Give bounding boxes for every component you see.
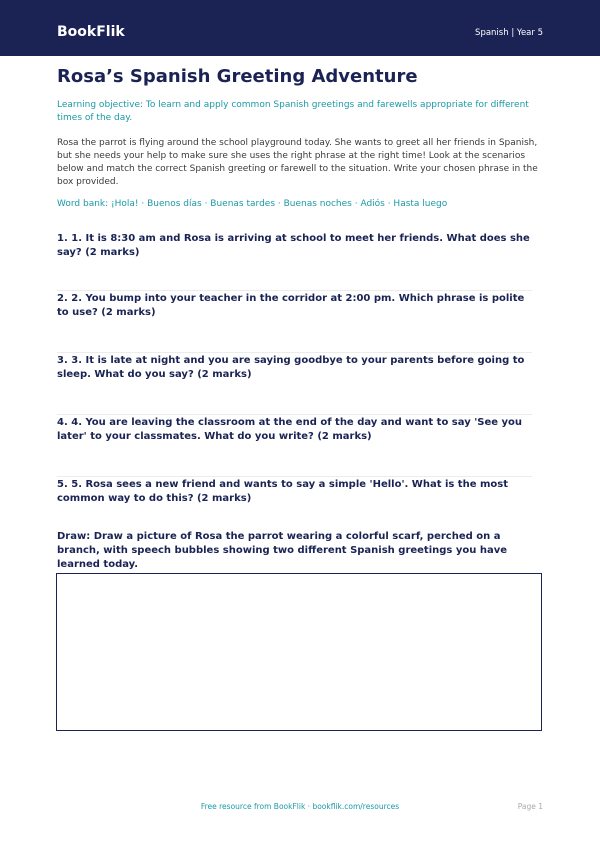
intro-paragraph: Rosa the parrot is flying around the school playground today. She wants to greet all her friends in Spanish, but she needs your help to make sure she uses the right phrase at the right time! Look at the scenarios below and match the correct Spanish greeting or farewell to the situation. Write your chosen phrase in the box provided. bbox=[57, 138, 538, 187]
subject-year-label: Spanish | Year 5 bbox=[475, 28, 543, 38]
drawing-box[interactable] bbox=[56, 573, 542, 731]
answer-line-1[interactable] bbox=[57, 290, 532, 291]
page-number: Page 1 bbox=[517, 802, 543, 811]
question-3: 3. 3. It is late at night and you are saying goodbye to your parents before going to sleep. What do you say? (2 marks) bbox=[57, 355, 525, 380]
answer-line-4[interactable] bbox=[57, 476, 532, 477]
question-5: 5. 5. Rosa sees a new friend and wants to say a simple 'Hello'. What is the most common way to do this? (2 marks) bbox=[57, 479, 508, 504]
page-title: Rosa’s Spanish Greeting Adventure bbox=[57, 66, 418, 87]
footer-credit[interactable]: Free resource from BookFlik · bookflik.com/resources bbox=[200, 802, 400, 811]
answer-line-3[interactable] bbox=[57, 414, 532, 415]
question-4: 4. 4. You are leaving the classroom at the end of the day and want to say 'See you later' to your classmates. What do you write? (2 marks) bbox=[57, 417, 523, 442]
question-1: 1. 1. It is 8:30 am and Rosa is arriving at school to meet her friends. What does she say? (2 marks) bbox=[57, 233, 530, 258]
word-bank: Word bank: ¡Hola! · Buenos días · Buenas tardes · Buenas noches · Adiós · Hasta luego bbox=[57, 199, 448, 209]
header-bar bbox=[0, 0, 600, 56]
answer-line-2[interactable] bbox=[57, 352, 532, 353]
brand-logo-text[interactable]: BookFlik bbox=[57, 24, 125, 40]
learning-objective: Learning objective: To learn and apply common Spanish greetings and farewells appropriate for different times of the day. bbox=[57, 100, 529, 123]
question-2: 2. 2. You bump into your teacher in the corridor at 2:00 pm. Which phrase is polite to use? (2 marks) bbox=[57, 293, 525, 318]
draw-prompt: Draw: Draw a picture of Rosa the parrot wearing a colorful scarf, perched on a branch, with speech bubbles showing two different Spanish greetings you have learned today. bbox=[57, 531, 508, 570]
